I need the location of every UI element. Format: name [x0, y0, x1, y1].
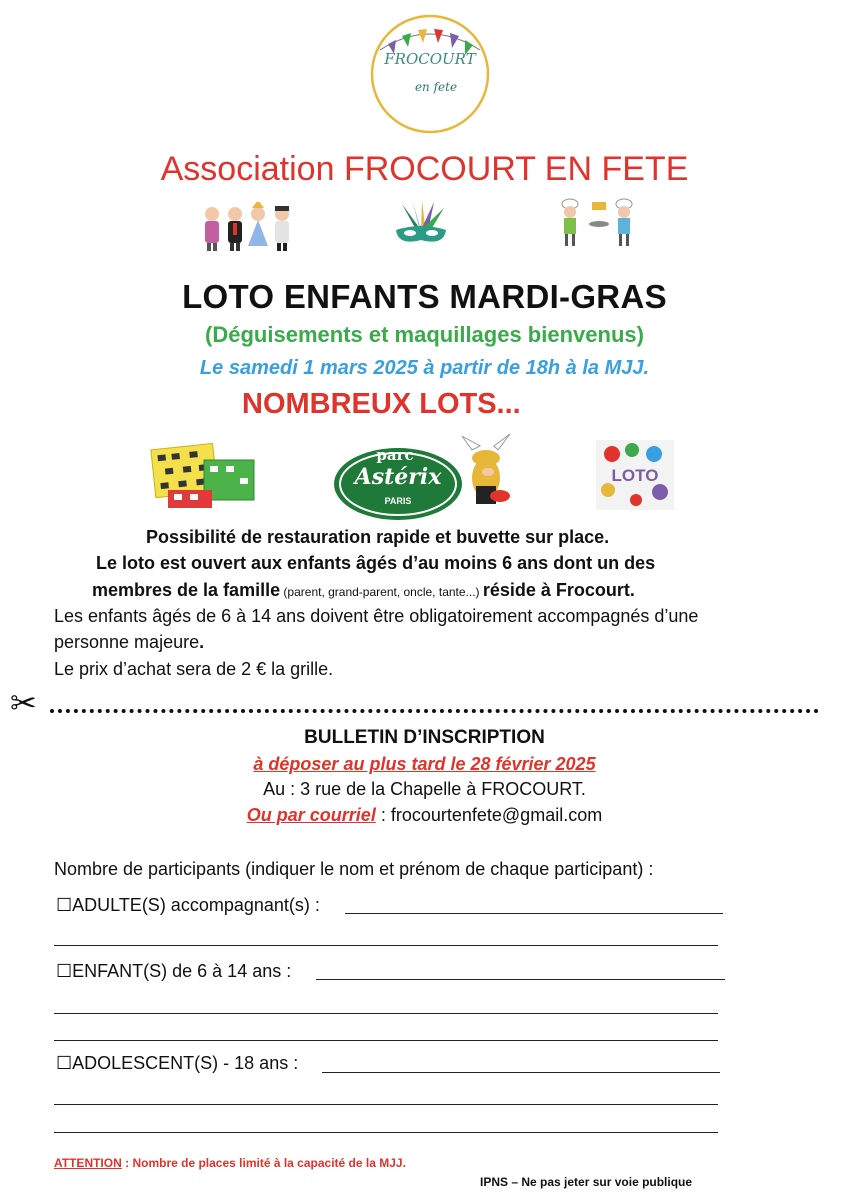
costumed-kids-image [198, 202, 302, 252]
carnival-mask-image [392, 200, 450, 250]
bulletin-email: Ou par courriel : frocourtenfete@gmail.com [246, 805, 603, 825]
asterix-city-text: PARIS [384, 496, 412, 506]
event-title: LOTO ENFANTS MARDI-GRAS [182, 278, 667, 315]
child-name-line-3[interactable] [54, 1040, 718, 1041]
event-subtitle: (Déguisements et maquillages bienvenus) [205, 322, 644, 347]
adult-name-line[interactable] [345, 913, 723, 914]
info-line-2: Le loto est ouvert aux enfants âgés d’au moins 6 ans dont un des [96, 553, 656, 573]
cut-line [50, 709, 819, 713]
info-line-1: Possibilité de restauration rapide et buvette sur place. [146, 527, 610, 547]
adult-name-line-2[interactable] [54, 945, 718, 946]
info-line-3: membres de la famille (parent, grand-parent, oncle, tante...) réside à Frocourt. [92, 580, 635, 600]
association-title: Association FROCOURT EN FETE [160, 150, 689, 188]
attention-note: ATTENTION : Nombre de places limité à la capacité de la MJJ. [54, 1156, 406, 1170]
lots-heading: NOMBREUX LOTS... [242, 388, 521, 420]
bulletin-deadline: à déposer au plus tard le 28 février 2025 [253, 754, 596, 774]
bingo-cards-image [150, 438, 258, 510]
teen-name-line-2[interactable] [54, 1104, 718, 1105]
child-name-line[interactable] [316, 979, 725, 980]
child-checkbox-label[interactable]: ☐ENFANT(S) de 6 à 14 ans : [56, 961, 292, 981]
event-date: Le samedi 1 mars 2025 à partir de 18h à la MJJ. [199, 357, 650, 379]
bulletin-title: BULLETIN D’INSCRIPTION [304, 727, 545, 748]
info-line-6: Le prix d’achat sera de 2 € la grille. [54, 659, 334, 679]
child-name-line-2[interactable] [54, 1013, 718, 1014]
frocourt-logo [366, 10, 494, 138]
asterix-name-text: Astérix [354, 464, 442, 490]
info-line-4: Les enfants âgés de 6 à 14 ans doivent être obligatoirement accompagnés d’une [54, 606, 699, 626]
asterix-parc-text: parc [376, 446, 414, 464]
logo-subtext: en fete [414, 80, 458, 94]
teen-name-line-3[interactable] [54, 1132, 718, 1133]
scissors-icon: ✂ [10, 685, 37, 721]
teen-checkbox-label[interactable]: ☐ADOLESCENT(S) - 18 ans : [56, 1053, 299, 1073]
teen-name-line[interactable] [322, 1072, 720, 1073]
ipns-note: IPNS – Ne pas jeter sur voie publique [480, 1175, 693, 1189]
logo-text: FROCOURT [384, 50, 476, 68]
loto-text: LOTO [611, 466, 659, 485]
adult-checkbox-label[interactable]: ☐ADULTE(S) accompagnant(s) : [56, 895, 320, 915]
form-intro: Nombre de participants (indiquer le nom et prénom de chaque participant) : [54, 859, 654, 879]
cooking-kids-image [558, 196, 640, 250]
bulletin-address: Au : 3 rue de la Chapelle à FROCOURT. [263, 779, 586, 799]
info-line-5: personne majeure. [54, 632, 205, 652]
